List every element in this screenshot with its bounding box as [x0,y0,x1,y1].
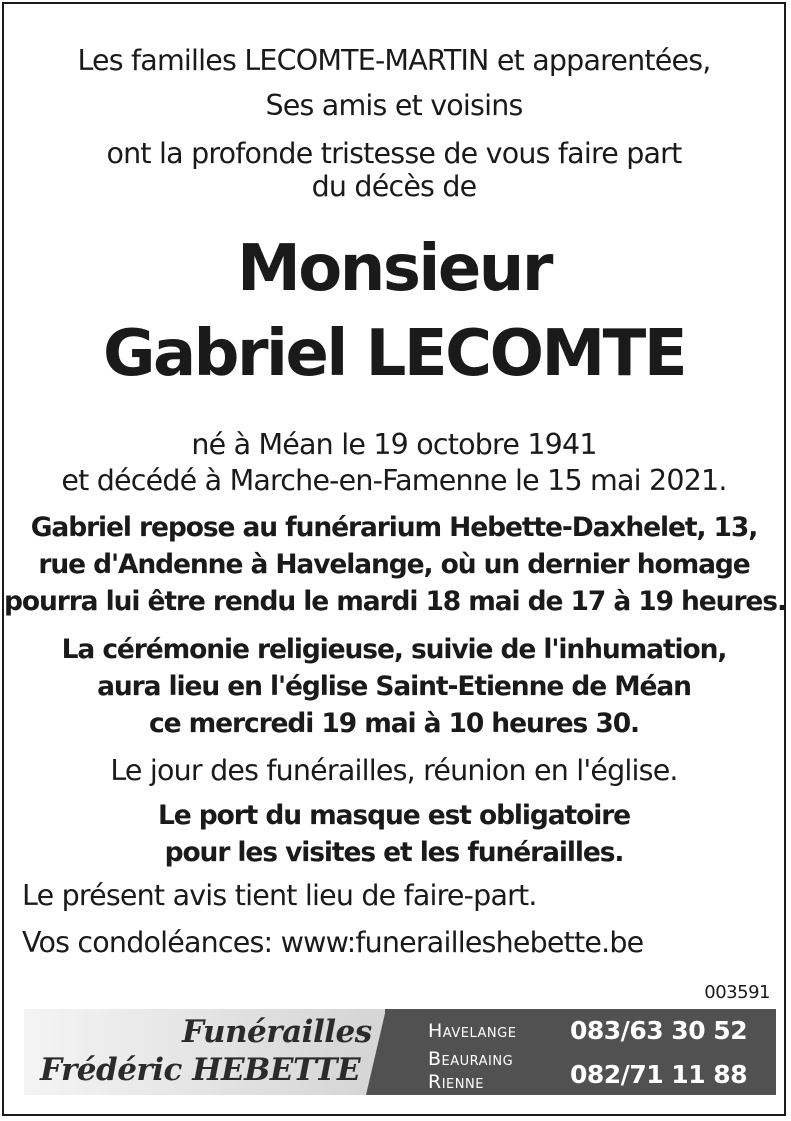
phone-beauraing: 082/71 11 88 [570,1060,748,1089]
intro-friends: Ses amis et voisins [265,89,523,122]
town-havelange: Havelange [428,1020,517,1042]
brand-line-1: Funérailles [182,1014,372,1050]
intro-sadness: ont la profonde tristesse de vous faire part [106,137,682,170]
intro-death-of: du décès de [311,170,477,203]
reference-number: 003591 [704,982,770,1003]
viewing-line-2: rue d'Andenne à Havelange, où un dernier homage [38,549,750,580]
town-beauraing: Beauraing [428,1048,514,1070]
town-rienne: Rienne [428,1071,484,1093]
meeting-info: Le jour des funérailles, réunion en l'église. [110,754,678,787]
notice-text: Le présent avis tient lieu de faire-part. [22,879,537,912]
viewing-line-3: pourra lui être rendu le mardi 18 mai de 17 à 19 heures. [4,586,786,617]
obituary-notice [2,2,786,1116]
ceremony-line-3: ce mercredi 19 mai à 10 heures 30. [149,708,639,739]
condolences-text: Vos condoléances: www:funerailleshebette.be [22,926,644,959]
mask-line-1: Le port du masque est obligatoire [157,800,631,831]
ceremony-line-2: aura lieu en l'église Saint-Etienne de Méan [97,671,691,702]
intro-families: Les familles LECOMTE-MARTIN et apparentées, [77,44,711,77]
deceased-name: Gabriel LECOMTE [102,317,686,391]
death-info: et décédé à Marche-en-Famenne le 15 mai 2021. [61,464,727,497]
mask-line-2: pour les visites et les funérailles. [164,837,624,868]
birth-info: né à Méan le 19 octobre 1941 [191,428,597,461]
viewing-line-1: Gabriel repose au funérarium Hebette-Daxhelet, 13, [30,512,758,543]
ceremony-line-1: La cérémonie religieuse, suivie de l'inhumation, [61,634,727,665]
brand-line-2: Frédéric HEBETTE [40,1052,361,1088]
deceased-title: Monsieur [237,232,551,306]
phone-havelange: 083/63 30 52 [570,1016,748,1045]
